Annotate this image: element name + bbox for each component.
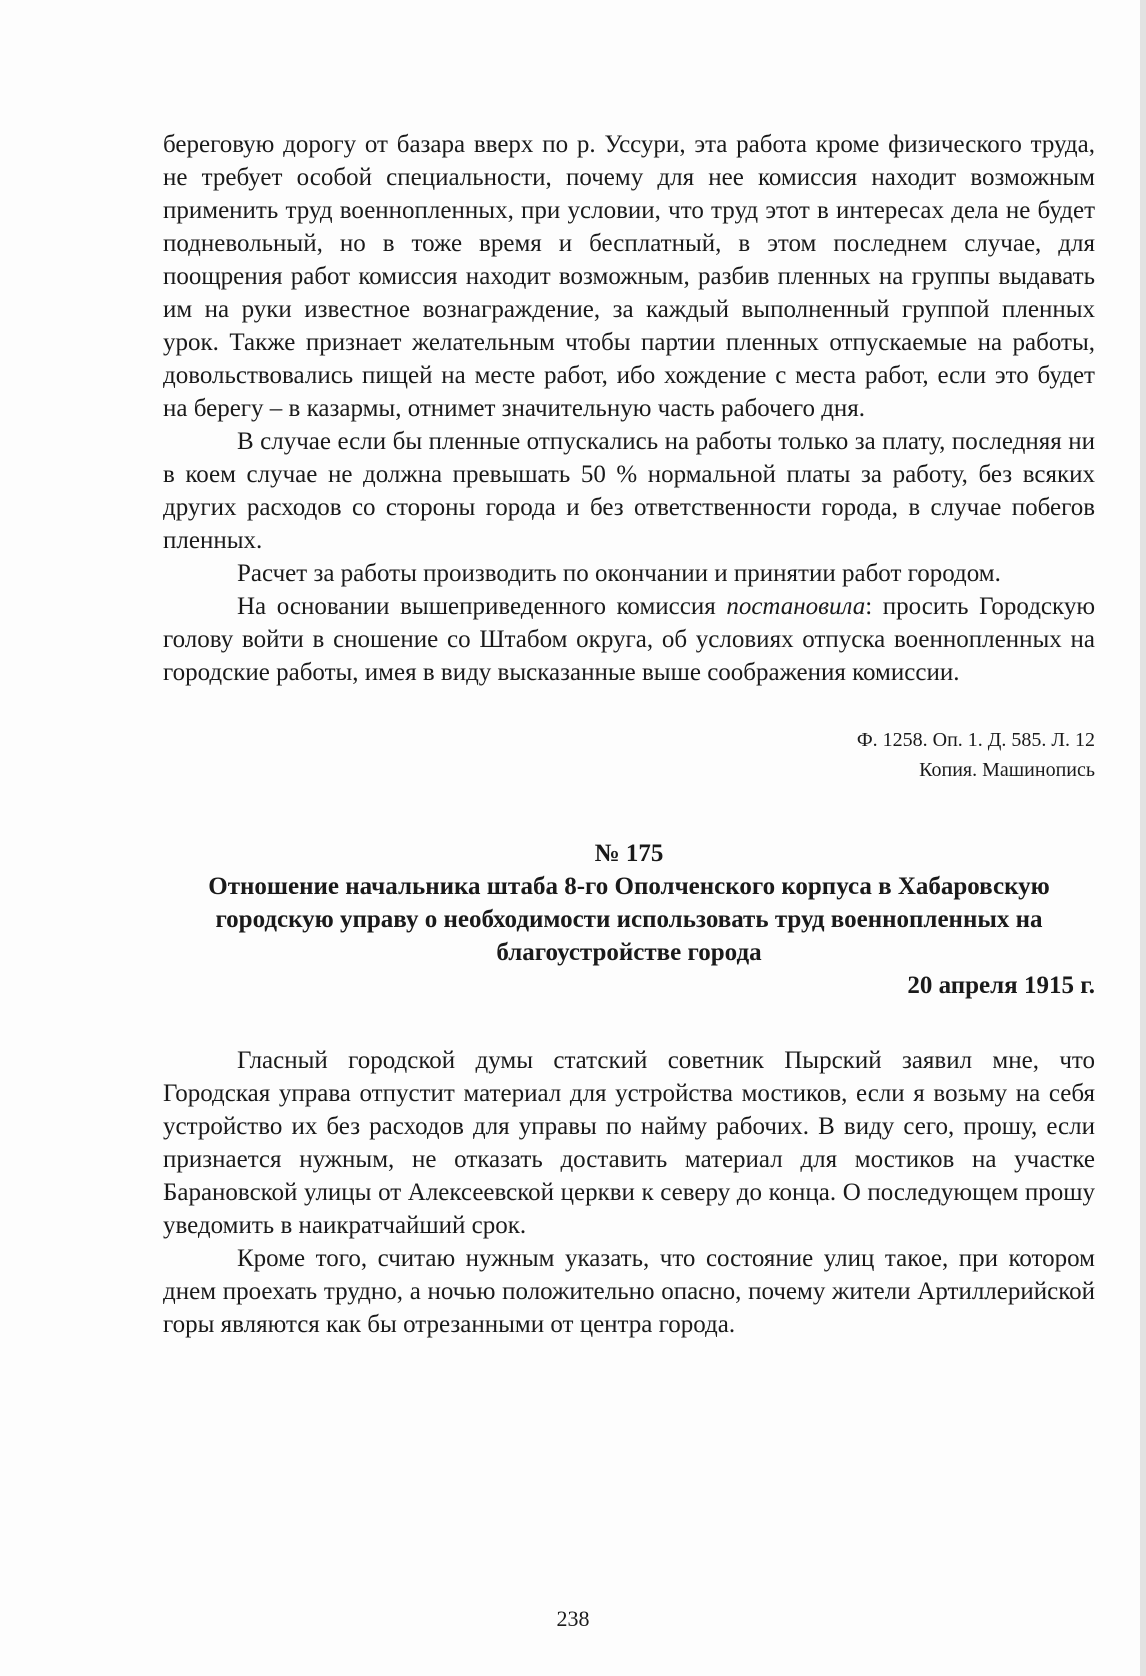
resolution-emphasis: постановила: [726, 593, 866, 620]
page-number: 238: [556, 1606, 590, 1631]
resolution-paragraph: [163, 590, 1095, 689]
page-edge: [1140, 0, 1146, 1676]
document-date: 20 апреля 1915 г.: [907, 972, 1095, 999]
archive-reference: [163, 725, 1095, 785]
resolution-text-start: На основании вышеприведенного комиссия: [237, 593, 727, 620]
page-content: [163, 128, 1095, 1341]
paragraph: береговую дорогу от базара вверх по р. Уссури, эта работа кроме физического труда, не требует особой специальности, почему для нее комиссия находит возможным применить труд военнопленных, при условии, что труд этот в интересах дела не будет подневольный, но в тоже время и бесплатный, в этом последнем случае, для поощрения работ комиссия находит возможным, разбив пленных на группы выдавать им на руки известное вознаграждение, за каждый выполненный группой пленных урок. Также признает желательным чтобы партии пленных отпускаемые на работы, довольствовались пищей на месте работ, ибо хождение с места работ, если это будет на берегу – в казармы, отнимет значительную часть рабочего дня.: [163, 131, 1095, 422]
paragraph: Гласный городской думы статский советник Пырский заявил мне, что Городская управа отпустит материал для устройства мостиков, если я возьму на себя устройство их без расходов для управы по найму рабочих. В виду сего, прошу, если признается нужным, не отказать доставить материал для мостиков на участке Барановской улицы от Алексеевской церкви к северу до конца. О последующем прошу уведомить в наикратчайший срок.: [163, 1047, 1095, 1239]
archive-copy-note: Копия. Машинопись: [919, 759, 1095, 781]
document-title: Отношение начальника штаба 8-го Ополченского корпуса в Хабаровскую городскую управу о необходимости использовать труд военнопленных на благоустройстве города: [208, 873, 1050, 966]
archive-fund-reference: Ф. 1258. Оп. 1. Д. 585. Л. 12: [856, 729, 1095, 751]
paragraph: Расчет за работы производить по окончании и принятии работ городом.: [237, 560, 1001, 587]
resolution-text-end: : просить Городскую голову войти в сношение со Штабом округа, об условиях отпуска военнопленных на городские работы, имея в виду высказанные выше соображения комиссии.: [163, 593, 1095, 686]
paragraph: В случае если бы пленные отпускались на работы только за плату, последняя ни в коем случае не должна превышать 50 % нормальной платы за работу, без всяких других расходов со стороны города и без ответственности города, в случае побегов пленных.: [163, 428, 1095, 554]
paragraph: Кроме того, считаю нужным указать, что состояние улиц такое, при котором днем проехать трудно, а ночью положительно опасно, почему жители Артиллерийской горы являются как бы отрезанными от центра города.: [163, 1245, 1095, 1338]
document-number: № 175: [594, 840, 664, 867]
previous-document-continuation: [163, 128, 1095, 785]
